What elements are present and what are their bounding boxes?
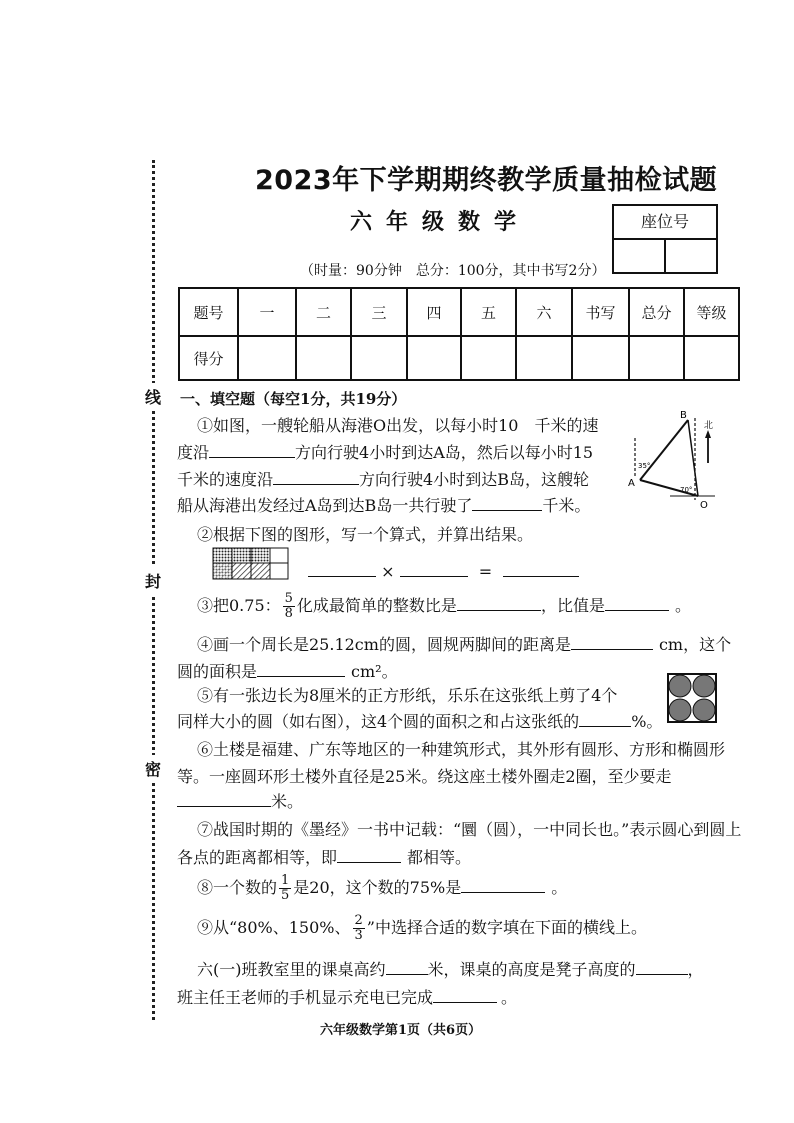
q2-text: ②根据下图的图形，写一个算式，并算出结果。	[197, 525, 534, 544]
point-a-label: A	[628, 478, 635, 489]
q7-line1: ⑦战国时期的《墨经》一书中记载：“圜（圆），一中同长也。”表示圆心到圆上	[197, 820, 742, 839]
score-cell[interactable]	[351, 336, 407, 380]
q4-text: cm，这个	[658, 635, 732, 654]
q7-line2	[177, 845, 471, 868]
q2-blank-1[interactable]	[308, 561, 376, 577]
score-cell[interactable]	[572, 336, 629, 380]
q3-blank-2[interactable]	[605, 595, 669, 611]
seat-number-label: 座位号	[614, 206, 716, 240]
q1-text: 千米。	[542, 496, 591, 515]
q9b-text: 米，课桌的高度是凳子高度的	[427, 960, 636, 979]
score-header-cell: 二	[296, 288, 351, 336]
q9-text: ”中选择合适的数字填在下面的横线上。	[366, 918, 647, 937]
q6-line2: 等。一座圆环形土楼外直径是25米。绕这座土楼外圈走2圈，至少要走	[177, 767, 672, 786]
q8-text: 。	[551, 878, 568, 897]
score-header-cell: 三	[351, 288, 407, 336]
q1-text: 船从海港出发经过A岛到达B岛一共行驶了	[177, 496, 473, 515]
q5-blank[interactable]	[579, 711, 631, 727]
score-cell[interactable]	[516, 336, 572, 380]
score-table	[178, 287, 740, 381]
fraction-denominator: 3	[354, 928, 363, 943]
q9b-text: 。	[501, 988, 518, 1007]
fraction-numerator: 1	[281, 873, 290, 888]
angle-label-35: 35°	[638, 462, 651, 470]
score-cell[interactable]	[684, 336, 739, 380]
seat-cell-1[interactable]	[614, 240, 666, 272]
q5-line1: ⑤有一张边长为8厘米的正方形纸，乐乐在这张纸上剪了4个	[197, 686, 618, 705]
q4-text: ④画一个周长是25.12cm的圆，圆规两脚间的距离是	[197, 635, 571, 654]
q9-line	[197, 914, 647, 943]
margin-char-feng: 封	[145, 567, 161, 594]
point-b-label: B	[680, 410, 687, 421]
q9b-text: 班主任王老师的手机显示充电已完成	[177, 988, 434, 1007]
q1-line2	[177, 440, 593, 463]
q6-line1: ⑥土楼是福建、广东等地区的一种建筑形式，其外形有圆形、方形和椭圆形	[197, 740, 726, 759]
q3-text: ，比值是	[540, 596, 605, 615]
q1-blank-3[interactable]	[472, 495, 542, 511]
point-o-label: O	[700, 500, 708, 511]
score-cell[interactable]	[296, 336, 351, 380]
q1-text: 方向行驶4小时到达A岛，然后以每小时15	[295, 443, 594, 462]
q1-text: 度沿	[177, 443, 210, 462]
equals-sign: =	[478, 562, 493, 581]
section-heading: 一、填空题（每空1分，共19分）	[180, 390, 407, 408]
q5-text: 同样大小的圆（如右图），这4个圆的面积之和占这张纸的	[177, 712, 580, 731]
angle-label-70: 70°	[680, 486, 693, 494]
q1-direction-diagram	[620, 408, 720, 518]
score-row-label: 得分	[179, 336, 238, 380]
q9b-line1	[197, 957, 704, 980]
score-header-cell: 总分	[629, 288, 684, 336]
q5-four-circles-figure	[667, 673, 717, 723]
q1-line3	[177, 467, 589, 490]
page-title: 2023年下学期期终教学质量抽检试题	[255, 165, 718, 196]
q2-blank-3[interactable]	[503, 561, 579, 577]
q4-line2	[177, 659, 398, 682]
q4-blank-1[interactable]	[571, 634, 653, 650]
q9-text: ⑨从“80%、150%、	[197, 918, 351, 937]
score-cell[interactable]	[238, 336, 296, 380]
q9b-text: ，	[687, 960, 704, 979]
score-cell[interactable]	[629, 336, 684, 380]
q7-text: 都相等。	[407, 848, 472, 867]
q8-fraction	[279, 874, 291, 903]
q1-blank-1[interactable]	[209, 442, 295, 458]
q2-fraction-grid-figure	[212, 547, 290, 581]
score-cell[interactable]	[461, 336, 516, 380]
q4-blank-2[interactable]	[257, 661, 345, 677]
q8-line	[197, 874, 567, 903]
seat-cell-2[interactable]	[666, 240, 716, 272]
q9b-blank-2[interactable]	[636, 959, 688, 975]
score-header-cell: 书写	[572, 288, 629, 336]
q9b-line2	[177, 985, 517, 1008]
q4-line1	[197, 632, 731, 655]
q3-blank-1[interactable]	[457, 595, 541, 611]
score-header-cell: 五	[461, 288, 516, 336]
q2-formula	[308, 561, 579, 581]
q1-line4	[177, 493, 590, 516]
q6-blank[interactable]	[177, 791, 271, 807]
q8-blank[interactable]	[461, 877, 545, 893]
q9b-blank-1[interactable]	[386, 959, 428, 975]
fraction-numerator: 2	[354, 913, 363, 928]
q9b-text: 六(一)班教室里的课桌高约	[197, 960, 386, 979]
seat-number-box[interactable]	[612, 204, 718, 274]
page-subtitle: 六年级数学	[350, 209, 531, 235]
times-sign: ×	[381, 562, 395, 581]
q3-text: 化成最简单的整数比是	[296, 596, 457, 615]
q3-text: 。	[674, 596, 691, 615]
margin-char-xian: 线	[145, 383, 161, 410]
margin-char-mi: 密	[145, 755, 161, 782]
q1-text: 方向行驶4小时到达B岛，这艘轮	[359, 470, 589, 489]
q6-text: 米。	[271, 792, 304, 811]
score-header-cell: 等级	[684, 288, 739, 336]
q5-text: %。	[631, 712, 663, 731]
q1-text: 千米的速度沿	[177, 470, 274, 489]
north-label: 北	[704, 421, 714, 431]
q3-text: ③把0.75：	[197, 596, 281, 615]
q6-line3	[177, 789, 303, 812]
score-header-cell: 题号	[179, 288, 238, 336]
q4-text: 圆的面积是	[177, 662, 258, 681]
q2-blank-2[interactable]	[400, 561, 468, 577]
q9b-blank-3[interactable]	[433, 987, 497, 1003]
q7-blank[interactable]	[337, 847, 401, 863]
fraction-denominator: 8	[284, 606, 293, 621]
q1-line1: ①如图，一艘轮船从海港O出发，以每小时10 千米的速	[197, 416, 599, 435]
q8-text: ⑧一个数的	[197, 878, 278, 897]
q4-text: cm²。	[351, 662, 398, 681]
q1-blank-2[interactable]	[273, 469, 359, 485]
q3-line	[197, 592, 691, 621]
score-cell[interactable]	[407, 336, 461, 380]
page-footer: 六年级数学第1页（共6页）	[320, 1023, 482, 1038]
fraction-denominator: 5	[281, 888, 290, 903]
q9-fraction	[353, 914, 365, 943]
q7-text: 各点的距离都相等，即	[177, 848, 338, 867]
q5-line2	[177, 709, 662, 732]
score-header-cell: 六	[516, 288, 572, 336]
score-header-cell: 四	[407, 288, 461, 336]
q3-fraction	[283, 592, 295, 621]
q8-text: 是20，这个数的75%是	[293, 878, 462, 897]
score-header-cell: 一	[238, 288, 296, 336]
fraction-numerator: 5	[284, 591, 293, 606]
time-info: （时量：90分钟 总分：100分，其中书写2分）	[300, 263, 606, 279]
